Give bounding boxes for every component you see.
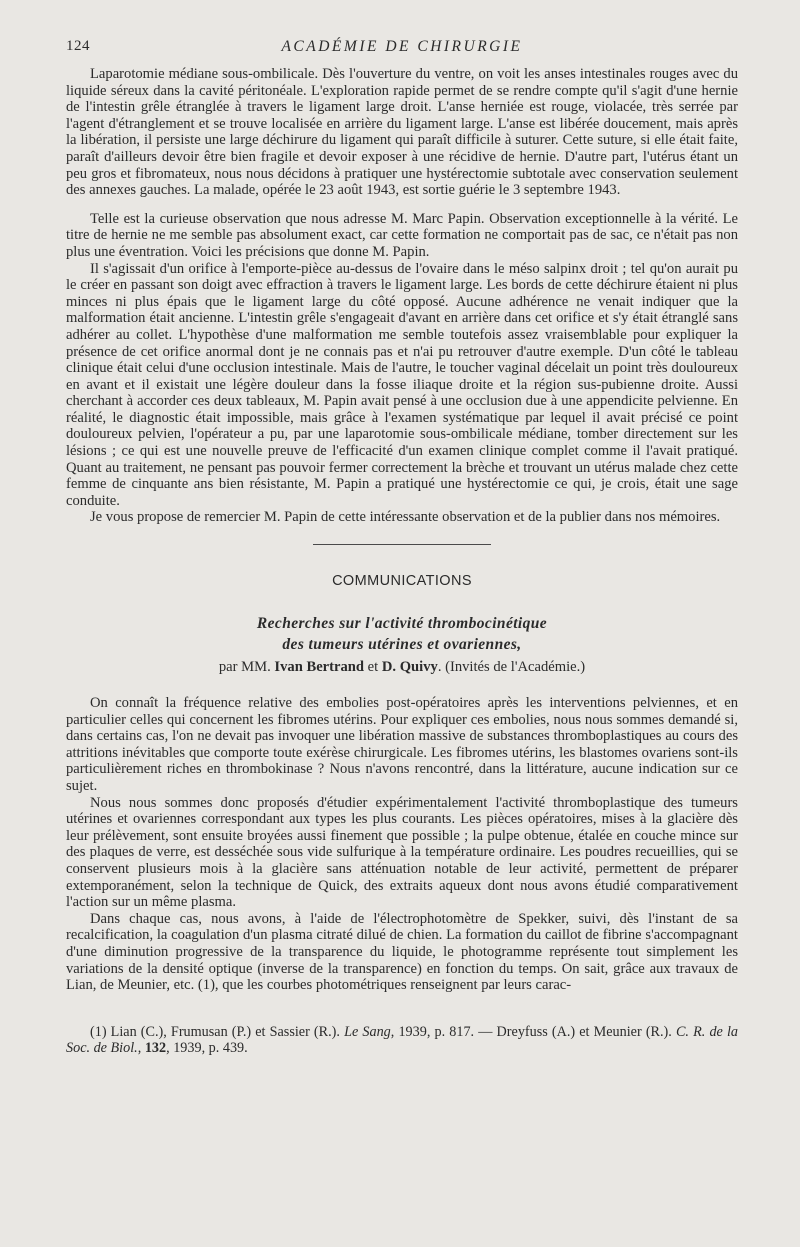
observation-paragraph-3: Il s'agissait d'un orifice à l'emporte-pièce au-dessus de l'ovaire dans le méso salpinx droit ; tel qu'on aurait pu le créer en passant son doigt avec effraction à travers le ligament large. Les bords de cette déchirure étaient ni plus minces ni plus épais que le ligament large du côté opposé. Aucune adhérence ne venait indiquer que la malformation était ancienne. L'intestin grêle s'engageait d'avant en arrière dans cet orifice et s'y était étranglé sans adhérer au collet. L'hypothèse d'une malformation me semble toutefois assez vraisemblable pour expliquer la présence de cet orifice anormal dont je ne connais pas et n'ai pu retrouver d'autre exemple. D'un côté le tableau clinique était celui d'une occlusion intestinale. Mais de l'autre, le toucher vaginal décelait un point très douloureux en avant et il existait une légère douleur dans la fosse iliaque droite et la région sus-pubienne droite. Aussi cherchant à accorder ces deux tableaux, M. Papin avait pensé à une occlusion due à une appendicite pelvienne. En réalité, le diagnostic était impossible, mais grâce à l'examen systématique par lequel il avait précisé ce point douloureux pelvien, l'opérateur a pu, par une laparotomie sous-ombilicale médiane, tomber directement sur les lésions ; ce qui est une nouvelle preuve de l'efficacité d'un examen clinique complet comme il l'avait pratiqué. Quant au traitement, ne pensant pas pouvoir fermer correctement la brèche et trouvant un utérus malade chez cette femme de cinquante ans bien résistante, M. Papin a pratiqué une hystérectomie ce qui, je crois, était une sage conduite. (66, 260, 738, 509)
footnote-text-3: , (137, 1040, 145, 1057)
page-number: 124 (66, 38, 90, 54)
byline-prefix: par MM. (218, 659, 275, 676)
section-heading: COMMUNICATIONS (332, 573, 472, 590)
article-title-line-2: des tumeurs utérines et ovariennes, (282, 636, 522, 654)
communication-paragraph-1: On connaît la fréquence relative des embolies post-opératoires après les interventions pelviennes, et en particulier celles qui concernent les fibromes utérins. Pour expliquer ces embolies, nous nous sommes demandé si, dans certains cas, l'on ne devait pas invoquer une libération massive de substances thromboplastiques au cours des attritions inévitables que comporte toute exérèse chirurgicale. Les fibromes utérins, les blastomes ovariens sont-ils particulièrement riches en thrombokinase ? Nous n'avons rencontré, dans la littérature, aucune indication sur ce sujet. (66, 695, 738, 794)
footnote (66, 1024, 738, 1057)
journal-title: ACADÉMIE DE CHIRURGIE (281, 38, 523, 55)
footnote-journal-1: Le Sang (344, 1023, 391, 1040)
footnote-volume: 132 (144, 1040, 167, 1057)
author-bertrand: Ivan Bertrand (274, 659, 365, 676)
article-title-line-1: Recherches sur l'activité thrombocinétique (256, 615, 548, 633)
footnote-text-4: , 1939, p. 439. (166, 1040, 248, 1057)
footnote-text-1: (1) Lian (C.), Frumusan (P.) et Sassier (R.). (90, 1023, 345, 1040)
byline-suffix: . (Invités de l'Académie.) (437, 659, 586, 676)
observation-paragraph-1: Laparotomie médiane sous-ombilicale. Dès l'ouverture du ventre, on voit les anses intestinales rouges avec du liquide séreux dans la cavité péritonéale. L'exploration rapide permet de se rendre compte qu'il s'agit d'une hernie de l'intestin grêle étranglée à travers le ligament large droit. L'anse herniée est rouge, violacée, très serrée par l'agent d'étranglement et se trouve localisée en arrière du ligament large. L'anse est libérée doucement, mais après la libération, il persiste une large déchirure du ligament qui paraît difficile à suturer. Cette suture, si elle était faite, paraît d'ailleurs devoir être bien fragile et devoir exposer à une récidive de hernie. D'autre part, l'utérus étant un peu gros et fibromateux, nous nous décidons à pratiquer une hystérectomie subtotale avec conservation seulement des annexes gauches. La malade, opérée le 23 août 1943, est sortie guérie le 3 septembre 1943. (66, 66, 738, 199)
running-head (66, 38, 738, 66)
section-divider (313, 544, 491, 545)
communication-paragraph-3: Dans chaque cas, nous avons, à l'aide de l'électrophotomètre de Spekker, suivi, dès l'instant de sa recalcification, la coagulation d'un plasma citraté dilué de chien. La formation du caillot de fibrine s'accompagnant d'une diminution progressive de la transparence du liquide, le photogramme représente tout simplement les variations de la densité optique (inverse de la transparence) en fonction du temps. On sait, grâce aux travaux de Lian, de Meunier, etc. (1), que les courbes photométriques renseignent par leurs carac- (66, 910, 738, 994)
byline-and: et (364, 659, 382, 676)
observation-paragraph-4: Je vous propose de remercier M. Papin de cette intéressante observation et de la publier dans nos mémoires. (90, 509, 721, 526)
communication-paragraph-2: Nous nous sommes donc proposés d'étudier expérimentalement l'activité thromboplastique des tumeurs utérines et ovariennes correspondant aux types les plus courants. Les pièces opératoires, mises à la glacière dès leur prélèvement, sont ensuite broyées aussi finement que possible ; la pulpe obtenue, étalée en couche mince sur des plaques de verre, est desséchée sous vide sulfurique à la température ordinaire. Les poudres recueillies, qui se conservent plusieurs mois à la glacière sans atténuation notable de leur activité, permettent de préparer extemporanément, selon la technique de Quick, des extraits aqueux dont nous avons étudié comparativement l'action sur un même plasma. (66, 794, 738, 911)
author-quivy: D. Quivy (381, 659, 438, 676)
observation-paragraph-2: Telle est la curieuse observation que nous adresse M. Marc Papin. Observation exceptionnelle à la vérité. Le titre de hernie ne me semble pas absolument exact, car cette formation ne comportait pas de sac, ce n'était pas non plus une éventration. Voici les précisions que donne M. Papin. (66, 210, 738, 260)
footnote-journal-2: C. R. de la Soc. de Biol. (66, 1023, 739, 1057)
footnote-text-2: , 1939, p. 817. — Dreyfuss (A.) et Meunier (R.). (390, 1023, 676, 1040)
byline (66, 657, 738, 677)
